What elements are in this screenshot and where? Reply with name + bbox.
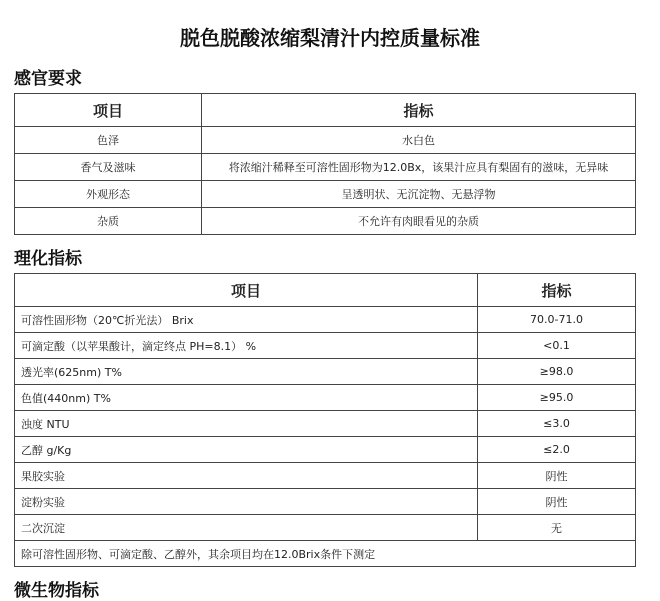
row-spec: 阴性 (478, 463, 636, 489)
row-item: 乙醇 g/Kg (15, 437, 478, 463)
table-row (15, 489, 636, 515)
table-row (15, 333, 636, 359)
physchem-heading: 理化指标 (14, 249, 82, 269)
row-item: 外观形态 (15, 181, 202, 208)
table-row (15, 385, 636, 411)
row-spec: 呈透明状、无沉淀物、无悬浮物 (202, 181, 636, 208)
row-spec: 水白色 (202, 127, 636, 154)
table-note-row (15, 541, 636, 567)
row-spec: <0.1 (478, 333, 636, 359)
row-spec: ≥98.0 (478, 359, 636, 385)
table-row (15, 307, 636, 333)
row-spec: 无 (478, 515, 636, 541)
table-row (15, 515, 636, 541)
table-row (15, 154, 636, 181)
row-item: 透光率(625nm) T% (15, 359, 478, 385)
physchem-table (14, 273, 636, 567)
page-title: 脱色脱酸浓缩梨清汁内控质量标准 (180, 26, 480, 50)
table-row (15, 127, 636, 154)
table-row (15, 463, 636, 489)
row-spec: ≤3.0 (478, 411, 636, 437)
row-item: 可溶性固形物（20℃折光法） Brix (15, 307, 478, 333)
row-spec: 阴性 (478, 489, 636, 515)
table-row (15, 208, 636, 235)
row-item: 色值(440nm) T% (15, 385, 478, 411)
table-row (15, 411, 636, 437)
table-row (15, 437, 636, 463)
row-item: 浊度 NTU (15, 411, 478, 437)
row-item: 淀粉实验 (15, 489, 478, 515)
table-row (15, 359, 636, 385)
table-header-row (15, 94, 636, 127)
table-row (15, 181, 636, 208)
row-spec: ≤2.0 (478, 437, 636, 463)
row-spec: 不允许有肉眼看见的杂质 (202, 208, 636, 235)
sensory-table (14, 93, 636, 235)
row-spec: ≥95.0 (478, 385, 636, 411)
column-header-item: 项目 (15, 94, 202, 127)
row-spec: 70.0-71.0 (478, 307, 636, 333)
column-header-spec: 指标 (478, 274, 636, 307)
row-item: 可滴定酸（以苹果酸计，滴定终点 PH=8.1） % (15, 333, 478, 359)
row-item: 香气及滋味 (15, 154, 202, 181)
table-header-row (15, 274, 636, 307)
sensory-heading: 感官要求 (14, 69, 82, 89)
row-spec: 将浓缩汁稀释至可溶性固形物为12.0Bx，该果汁应具有梨固有的滋味，无异味 (202, 154, 636, 181)
row-item: 二次沉淀 (15, 515, 478, 541)
next-section-heading: 微生物指标 (14, 581, 99, 601)
table-note: 除可溶性固形物、可滴定酸、乙醇外，其余项目均在12.0Brix条件下测定 (15, 541, 636, 567)
row-item: 色泽 (15, 127, 202, 154)
column-header-spec: 指标 (202, 94, 636, 127)
row-item: 果胶实验 (15, 463, 478, 489)
row-item: 杂质 (15, 208, 202, 235)
column-header-item: 项目 (15, 274, 478, 307)
